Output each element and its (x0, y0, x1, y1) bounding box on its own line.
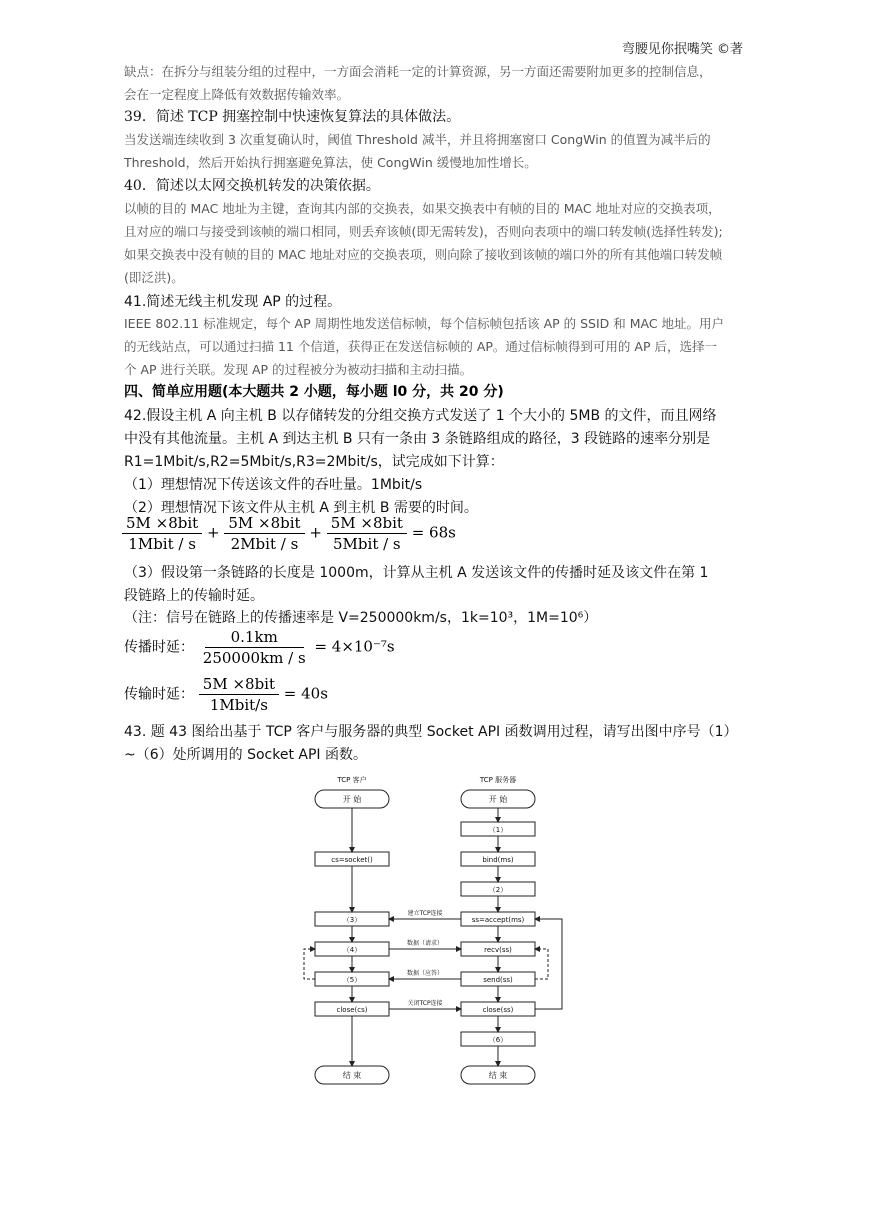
question-40: 40．简述以太网交换机转发的决策依据。 (124, 178, 380, 194)
question-42-part-3: （3）假设第一条链路的长度是 1000m，计算从主机 A 发送该文件的传播时延及该文件在第 1 (124, 565, 709, 581)
fraction-numerator: 0.1km (205, 627, 304, 648)
formula-propagation-delay (124, 627, 395, 668)
answer-41-line: 的无线站点，可以通过扫描 11 个信道，获得正在发送信标帧的 AP。通过信标帧得到可用的 AP 后，选择一 (124, 339, 717, 354)
answer-40-line: (即泛洪)。 (124, 270, 184, 285)
formula-label: 传输时延： (124, 686, 194, 703)
formula-result: = 40s (283, 684, 328, 703)
answer-39-line: Threshold，然后开始执行拥塞避免算法，使 CongWin 缓慢地加性增长。 (124, 155, 537, 170)
response-label: 数据（应答） (406, 970, 444, 977)
question-41: 41.简述无线主机发现 AP 的过程。 (124, 294, 342, 310)
fraction-denominator: 2Mbit / s (230, 535, 299, 553)
client-close-label: close(cs) (336, 1006, 368, 1014)
server-title: TCP 服务器 (479, 776, 517, 784)
question-42-line: 42.假设主机 A 向主机 B 以存储转发的分组交换方式发送了 1 个大小的 5MB 的文件，而且网络 (124, 408, 717, 424)
fraction-denominator: 1Mbit/s (209, 696, 268, 714)
answer-41-line: 个 AP 进行关联。发现 AP 的过程被分为被动扫描和主动扫描。 (124, 362, 473, 377)
client-step-5-label: （5） (342, 976, 362, 984)
socket-api-flow-diagram (300, 766, 570, 1096)
fraction-numerator: 5M ×8bit (122, 513, 202, 534)
question-42-line: 中没有其他流量。主机 A 到达主机 B 只有一条由 3 条链路组成的路径，3 段链路的速率分别是 (124, 431, 711, 447)
fraction (199, 627, 310, 668)
server-start-label: 开 始 (488, 795, 508, 804)
server-recv-label: recv(ss) (484, 946, 512, 954)
fraction-denominator: 250000km / s (202, 649, 306, 667)
fraction (122, 513, 202, 554)
server-step-2-label: （2） (488, 886, 508, 894)
fraction-numerator: 5M ×8bit (224, 513, 304, 534)
fraction-denominator: 1Mbit / s (128, 535, 196, 553)
question-42-part-2: （2）理想情况下该文件从主机 A 到主机 B 需要的时间。 (124, 500, 478, 516)
formula-transmission-delay (124, 674, 328, 715)
client-step-4-label: （4） (342, 946, 362, 954)
formula-total-time (122, 513, 456, 554)
plus-sign: + (207, 523, 220, 542)
connect-label: 建立TCP连接 (407, 910, 443, 917)
page-header: 弯腰见你抿嘴笑 ©著 (621, 42, 743, 57)
server-bind-label: bind(ms) (482, 856, 514, 864)
server-send-label: send(ss) (483, 976, 513, 984)
plus-sign: + (309, 523, 322, 542)
question-43-line: ~（6）处所调用的 Socket API 函数。 (124, 747, 367, 763)
formula-result: = 68s (411, 523, 456, 542)
client-title: TCP 客户 (337, 776, 367, 784)
question-43-line: 43. 题 43 图给出基于 TCP 客户与服务器的典型 Socket API 函数调用过程，请写出图中序号（1） (124, 724, 738, 740)
request-label: 数据（请求） (406, 940, 444, 947)
server-step-1-label: （1） (488, 826, 508, 834)
question-42-part-3: 段链路上的传输时延。 (124, 588, 264, 604)
answer-40-line: 且对应的端口与接受到该帧的端口相同，则丢弃该帧(即无需转发)，否则向表项中的端口转发帧(选择性转发); (124, 224, 723, 239)
answer-39-line: 当发送端连续收到 3 次重复确认时，阈值 Threshold 减半，并且将拥塞窗口 CongWin 的值置为减半后的 (124, 132, 711, 147)
formula-result: = 4×10⁻⁷s (314, 637, 395, 656)
question-42-part-1: （1）理想情况下传送该文件的吞吐量。1Mbit/s (124, 477, 423, 493)
disconnect-label: 关闭TCP连接 (407, 1000, 443, 1007)
client-start-label: 开 始 (342, 795, 362, 804)
client-socket-label: cs=socket() (331, 856, 373, 864)
server-close-label: close(ss) (482, 1006, 514, 1014)
fraction-denominator: 5Mbit / s (333, 535, 401, 553)
answer-41-line: IEEE 802.11 标准规定，每个 AP 周期性地发送信标帧，每个信标帧包括该 AP 的 SSID 和 MAC 地址。用户 (124, 316, 725, 331)
client-end-label: 结 束 (342, 1071, 362, 1080)
server-step-6-label: （6） (488, 1036, 508, 1044)
question-39: 39．简述 TCP 拥塞控制中快速恢复算法的具体做法。 (124, 109, 461, 125)
answer-40-line: 以帧的目的 MAC 地址为主键，查询其内部的交换表，如果交换表中有帧的目的 MAC 地址对应的交换表项， (124, 201, 721, 216)
client-loop-arrow (304, 949, 315, 979)
answer-line: 会在一定程度上降低有效数据传输效率。 (124, 87, 350, 102)
server-end-label: 结 束 (488, 1071, 508, 1080)
client-step-3-label: （3） (342, 916, 362, 924)
fraction-numerator: 5M ×8bit (199, 674, 279, 695)
fraction (224, 513, 304, 554)
answer-line: 缺点：在拆分与组装分组的过程中，一方面会消耗一定的计算资源，另一方面还需要附加更多的控制信息， (124, 64, 712, 79)
formula-label: 传播时延： (124, 639, 194, 656)
fraction (327, 513, 407, 554)
answer-40-line: 如果交换表中没有帧的目的 MAC 地址对应的交换表项，则向除了接收到该帧的端口外的所有其他端口转发帧 (124, 247, 723, 262)
server-accept-label: ss=accept(ms) (471, 916, 525, 924)
section-heading: 四、简单应用题(本大题共 2 小题，每小题 l0 分，共 20 分) (124, 384, 504, 400)
note-line: （注：信号在链路上的传播速率是 V=250000km/s，1k=10³，1M=10⁶） (124, 610, 598, 626)
server-loop-arrow (535, 949, 548, 979)
question-42-line: R1=1Mbit/s,R2=5Mbit/s,R3=2Mbit/s，试完成如下计算： (124, 454, 504, 470)
fraction (199, 674, 279, 715)
fraction-numerator: 5M ×8bit (327, 513, 407, 534)
